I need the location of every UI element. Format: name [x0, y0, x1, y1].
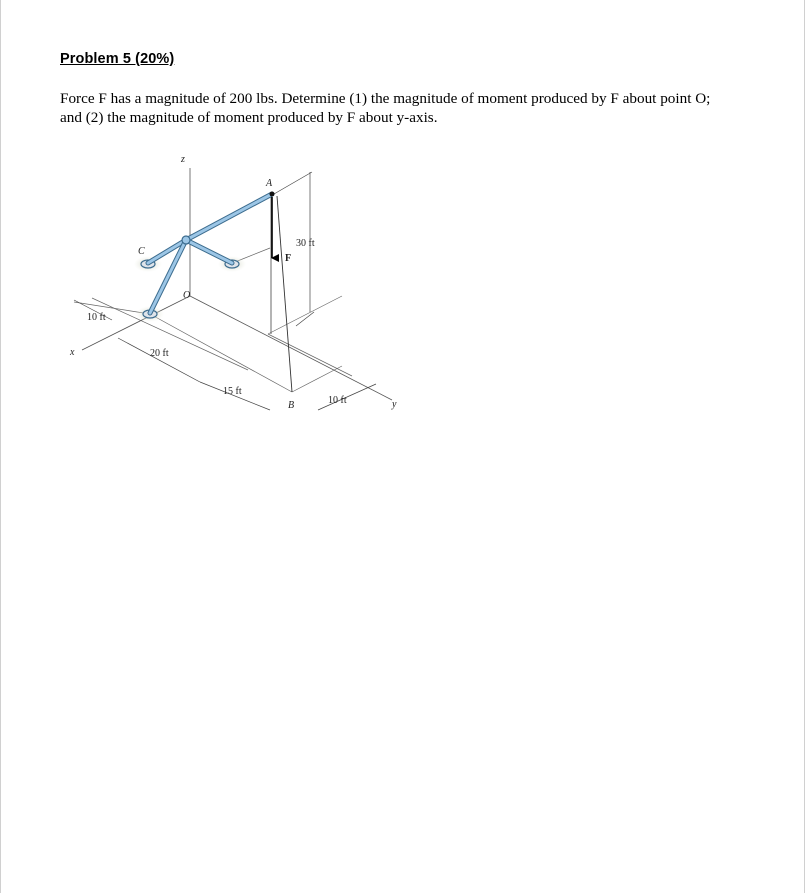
label-dim-30ft: 30 ft: [296, 238, 315, 249]
label-dim-10ft-right: 10 ft: [328, 395, 347, 406]
statics-figure: [60, 146, 420, 436]
pipe-to-A: [186, 194, 272, 240]
statement-line-1: Force F has a magnitude of 200 lbs. Determine (1) the magnitude of moment produced by F about point O;: [60, 90, 711, 107]
dim-20: [118, 338, 200, 382]
line-A-to-B: [277, 196, 292, 392]
point-A-marker: [270, 192, 275, 197]
page-left-border: [0, 0, 1, 893]
page-right-border: [804, 0, 805, 893]
label-point-C: C: [138, 246, 145, 257]
label-y-axis: y: [392, 399, 397, 410]
label-dim-20ft: 20 ft: [150, 348, 169, 359]
dimension-lines: [74, 172, 376, 410]
label-x-axis: x: [70, 347, 75, 358]
x-axis: [82, 296, 190, 350]
label-z-axis: z: [181, 154, 185, 165]
statement-line-2: and (2) the magnitude of moment produced by F about y-axis.: [60, 109, 438, 126]
figure-labels: [69, 154, 397, 411]
pipe-to-right: [186, 240, 232, 263]
dim-30-top-ext: [274, 172, 312, 194]
label-point-B: B: [288, 400, 295, 411]
label-point-O: O: [183, 290, 191, 301]
problem-title: Problem 5 (20%): [60, 51, 175, 67]
pipe-joint: [182, 236, 190, 244]
label-dim-10ft-left: 10 ft: [87, 312, 106, 323]
dim-10-right: [318, 384, 376, 410]
problem-statement: [60, 89, 795, 127]
ground-line-right-parallel: [268, 334, 352, 376]
dim-30-bottom-ext: [296, 312, 314, 326]
label-dim-15ft: 15 ft: [223, 386, 242, 397]
label-force-F: F: [285, 253, 292, 264]
ground-line-ab-foot: [292, 366, 342, 392]
ground-line-cross: [268, 296, 342, 334]
pipe-frame: [148, 194, 272, 313]
label-point-A: A: [266, 178, 273, 189]
